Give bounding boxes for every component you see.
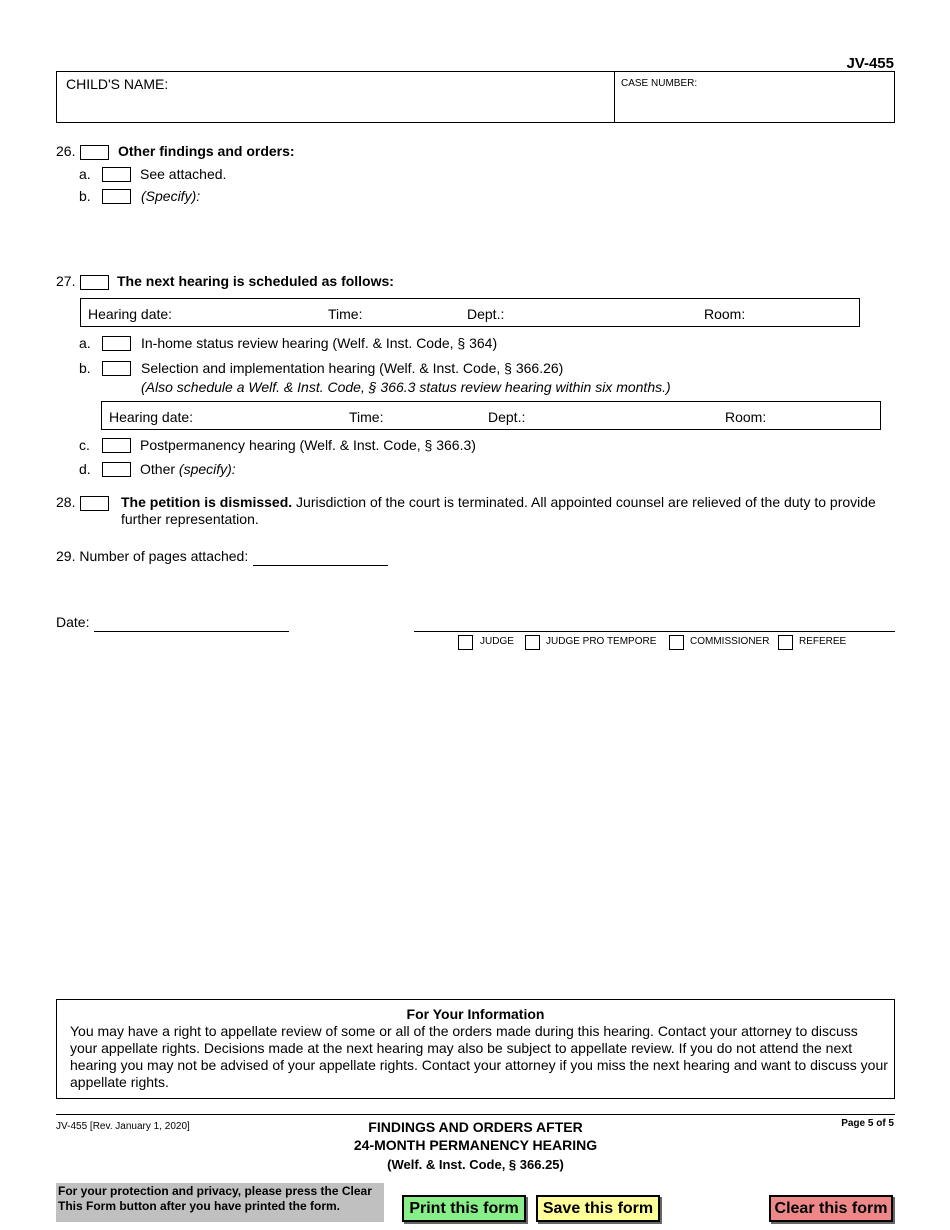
referee-label: REFEREE	[799, 636, 847, 647]
footer-title-3: (Welf. & Inst. Code, § 366.25)	[387, 1157, 564, 1172]
commissioner-checkbox[interactable]	[669, 635, 684, 650]
item27-checkbox[interactable]	[80, 275, 109, 290]
item26a-letter: a.	[79, 166, 91, 182]
childs-name-label: CHILD'S NAME:	[66, 76, 169, 92]
judge-label: JUDGE	[480, 636, 514, 647]
item27c-text: Postpermanency hearing (Welf. & Inst. Code, § 366.3)	[140, 437, 476, 453]
item27a-text: In-home status review hearing (Welf. & Inst. Code, § 364)	[141, 335, 498, 351]
item27b-text: Selection and implementation hearing (Welf. & Inst. Code, § 366.26)	[141, 360, 564, 376]
item28-number: 28.	[56, 494, 76, 510]
item27b-note: (Also schedule a Welf. & Inst. Code, § 366.3 status review hearing within six months.)	[141, 379, 671, 395]
commissioner-label: COMMISSIONER	[690, 636, 770, 647]
item26-title: Other findings and orders:	[118, 143, 295, 159]
footer-title-2: 24-MONTH PERMANENCY HEARING	[353, 1137, 598, 1153]
save-button[interactable]: Save this form	[536, 1195, 660, 1222]
room-label-2: Room:	[725, 409, 767, 425]
item27d-text: Other	[140, 461, 176, 477]
footer-rule	[56, 1114, 895, 1115]
item27-number: 27.	[56, 273, 76, 289]
item26a-text: See attached.	[140, 166, 227, 182]
referee-checkbox[interactable]	[778, 635, 793, 650]
dept-label-1: Dept.:	[467, 306, 505, 322]
header-divider	[614, 71, 615, 123]
signature-line[interactable]	[414, 631, 895, 632]
case-number-field[interactable]	[621, 92, 889, 118]
item26b-specify-field[interactable]	[141, 206, 891, 256]
judge-pro-tempore-checkbox[interactable]	[525, 635, 540, 650]
hearing-date-label-2: Hearing date:	[109, 409, 194, 425]
item27d-letter: d.	[79, 461, 91, 477]
item26-checkbox[interactable]	[80, 145, 109, 160]
item27c-checkbox[interactable]	[102, 438, 131, 453]
item28-text: Jurisdiction of the court is terminated. All appointed counsel are relieved of the duty to provide further representation.	[121, 494, 876, 527]
time-label-2: Time:	[349, 409, 384, 425]
footer-rev: JV-455 [Rev. January 1, 2020]	[56, 1121, 190, 1132]
item27b-checkbox[interactable]	[102, 361, 131, 376]
item28-checkbox[interactable]	[80, 496, 109, 511]
time-label-1: Time:	[328, 306, 363, 322]
item29-label: 29. Number of pages attached:	[56, 548, 249, 564]
dept-label-2: Dept.:	[488, 409, 526, 425]
item26a-checkbox[interactable]	[102, 167, 131, 182]
item27a-letter: a.	[79, 335, 91, 351]
item26-number: 26.	[56, 143, 76, 159]
case-number-label: CASE NUMBER:	[621, 78, 698, 89]
hearing-date-label-1: Hearing date:	[88, 306, 173, 322]
judge-checkbox[interactable]	[458, 635, 473, 650]
item27-title: The next hearing is scheduled as follows:	[117, 273, 394, 289]
info-box-body: You may have a right to appellate review of some or all of the orders made during this hearing. Contact your attorney to discuss your appellate rights. Decisions made at the next hearing may also be subject to appellate review. If you do not attend the next hearing you may not be advised of your appellate rights. Contact your attorney if you miss the next hearing and want to discuss your appellate rights.	[70, 1023, 888, 1090]
childs-name-field[interactable]	[66, 92, 606, 118]
footer-page: Page 5 of 5	[841, 1118, 894, 1129]
info-box-title: For Your Information	[406, 1006, 545, 1022]
item27d-specify: (specify):	[178, 461, 236, 477]
pages-attached-field[interactable]	[253, 565, 388, 566]
item28-paragraph	[121, 494, 891, 528]
item27b-letter: b.	[79, 360, 91, 376]
item28-bold-text: The petition is dismissed.	[121, 494, 293, 510]
footer-title-1: FINDINGS AND ORDERS AFTER	[368, 1119, 583, 1135]
clear-button[interactable]: Clear this form	[769, 1195, 893, 1222]
privacy-note: For your protection and privacy, please press the Clear This Form button after you have printed the form.	[56, 1183, 384, 1222]
room-label-1: Room:	[704, 306, 746, 322]
print-button[interactable]: Print this form	[402, 1195, 526, 1222]
item27a-checkbox[interactable]	[102, 336, 131, 351]
item27d-checkbox[interactable]	[102, 462, 131, 477]
judge-pro-tempore-label: JUDGE PRO TEMPORE	[546, 636, 657, 647]
item26b-checkbox[interactable]	[102, 189, 131, 204]
date-field[interactable]	[94, 631, 289, 632]
item27d-line	[140, 461, 236, 477]
item26b-specify: (Specify):	[141, 188, 201, 204]
item26b-letter: b.	[79, 188, 91, 204]
form-id: JV-455	[846, 55, 894, 72]
date-label: Date:	[56, 614, 90, 630]
item27c-letter: c.	[79, 437, 90, 453]
